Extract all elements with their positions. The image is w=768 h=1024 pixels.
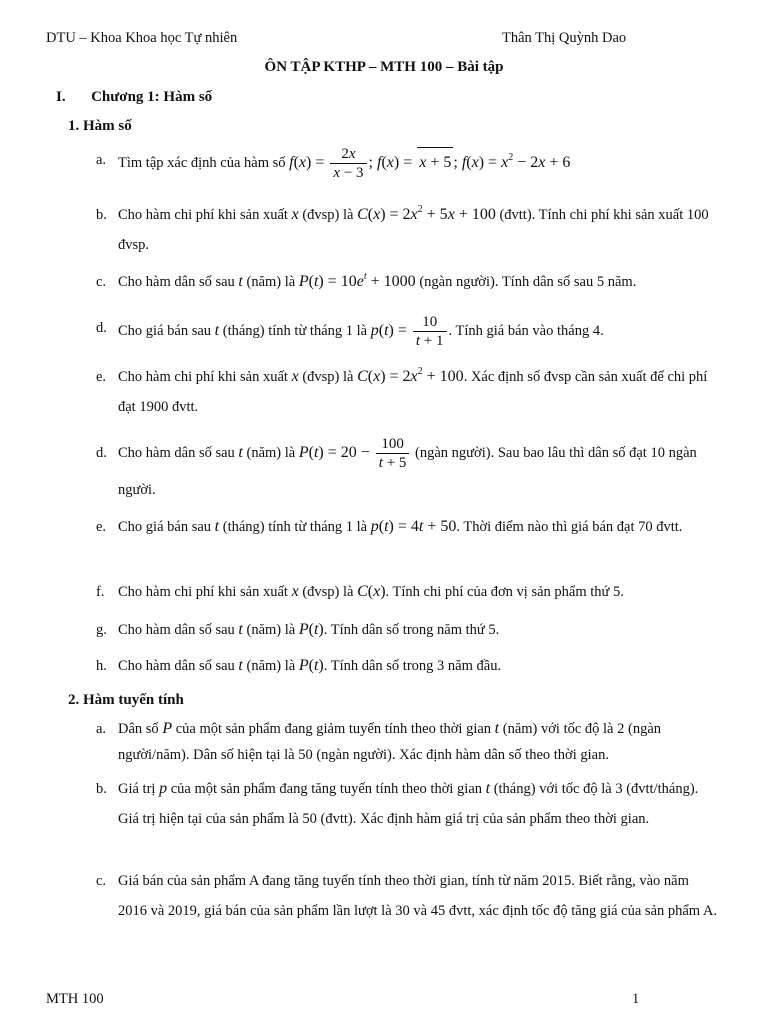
item-text: (đvsp) là — [298, 584, 358, 600]
exercise-1d-2 — [96, 435, 721, 508]
formula: t — [214, 322, 220, 340]
formula: $P(t) = 10e^t + 1000$ — [298, 271, 416, 290]
formula: p(t) = $\frac{10}{t + 1}$ — [371, 322, 449, 339]
item-text: (đvsp) là — [298, 207, 358, 223]
formula: t — [485, 780, 491, 797]
item-text: (năm) là — [242, 622, 299, 638]
item-text: Cho hàm dân số sau — [118, 622, 239, 638]
chapter-label: Chương 1: Hàm số — [91, 89, 213, 105]
item-text: . Xác định số đvsp cần sản xuất để chi phí đạt 1900 đvtt. — [118, 369, 708, 415]
formula: P(t) = 20 − $\frac{100}{t + 5}$ — [299, 444, 412, 461]
item-text: Cho giá bán sau — [118, 323, 215, 340]
item-label: b. — [96, 781, 107, 797]
item-text: Giá trị — [118, 781, 160, 797]
item-label: d. — [96, 445, 107, 461]
formula: t — [214, 518, 220, 535]
formula: x — [291, 368, 299, 385]
formula: x — [291, 206, 299, 223]
footer-left: MTH 100 — [46, 991, 104, 1007]
item-text: (năm) là — [242, 658, 299, 674]
item-text: (tháng) với tốc độ là 3 (đvtt/tháng). Giá trị hiện tại của sản phẩm là 50 (đvtt). Xác định hàm giá trị của sản phẩm theo thời gian. — [118, 781, 699, 827]
item-label: f. — [96, 584, 105, 600]
exercise-1h — [96, 651, 721, 681]
formula: $C(x) = 2x^2 + 5x + 100$ — [357, 204, 496, 223]
item-label: a. — [96, 721, 107, 737]
item-text: . Tính chi phí của đơn vị sản phẩm thứ 5. — [385, 584, 624, 600]
exercise-1g — [96, 615, 721, 645]
item-label: g. — [96, 622, 107, 638]
item-label: b. — [96, 207, 107, 223]
item-label: e. — [96, 369, 107, 385]
formula: t — [494, 720, 500, 737]
section-2-heading — [68, 692, 184, 709]
item-text: . Tính dân số trong năm thứ 5. — [323, 622, 500, 638]
item-text: Cho hàm chi phí khi sản xuất — [118, 207, 292, 223]
item-text: (đvtt). Tính chi phí khi sản xuất 100 đvsp. — [118, 207, 709, 253]
formula: f(x) = $\frac{2x}{x - 3}$ ; f(x) = x + 5 ; $f(x) = x^2 - 2x + 6$ — [289, 146, 571, 181]
item-text: (năm) là — [242, 445, 299, 462]
item-text: Cho hàm dân số sau — [118, 274, 239, 290]
formula: t — [238, 273, 243, 290]
item-label: e. — [96, 519, 107, 535]
formula: P(t) — [298, 657, 324, 674]
item-label: a. — [96, 152, 107, 168]
item-text: (năm) là — [242, 274, 299, 290]
item-text: . Thời điểm nào thì giá bán đạt 70 đvtt. — [456, 519, 683, 535]
header-right: Thân Thị Quỳnh Dao — [502, 30, 627, 46]
section-label: Hàm số — [83, 118, 132, 134]
exercise-1e-2 — [96, 512, 721, 542]
chapter-number: I. — [56, 89, 66, 105]
item-label: c. — [96, 873, 107, 889]
section-number: 2. — [68, 692, 80, 708]
chapter-heading — [56, 89, 212, 106]
page-number: 1 — [632, 991, 640, 1007]
item-text: . Tính giá bán vào tháng 4. — [448, 323, 604, 340]
item-text: (tháng) tính từ tháng 1 là — [219, 519, 371, 535]
item-text: của một sản phẩm đang tăng tuyến tính theo thời gian — [167, 781, 486, 797]
formula: p(t) = 4t + 50 — [370, 518, 457, 535]
item-text: (đvsp) là — [298, 369, 358, 385]
item-text: (tháng) tính từ tháng 1 là — [219, 323, 371, 340]
item-text: (ngàn người). Sau bao lâu thì dân số đạt 10 ngàn người. — [118, 445, 697, 498]
item-text: (năm) với tốc độ là 2 (ngàn người/năm). Dân số hiện tại là 50 (ngàn người). Xác định hàm dân số theo thời gian. — [118, 721, 662, 763]
formula: $C(x) = 2x^2 + 100$ — [357, 366, 464, 385]
header-left: DTU – Khoa Khoa học Tự nhiên — [46, 30, 238, 46]
item-label: c. — [96, 274, 107, 290]
item-label: h. — [96, 658, 107, 674]
item-text: . Tính dân số trong 3 năm đầu. — [323, 658, 502, 674]
item-text: Cho hàm dân số sau — [118, 658, 239, 674]
formula: P — [162, 720, 173, 737]
exercise-1d — [96, 313, 721, 350]
formula: P(t) — [298, 621, 324, 638]
item-text: Cho hàm dân số sau — [118, 445, 239, 462]
exercise-1b — [96, 200, 721, 260]
item-text: (ngàn người). Tính dân số sau 5 năm. — [415, 274, 637, 290]
item-text: Cho giá bán sau — [118, 519, 215, 535]
exercise-1a — [96, 145, 721, 182]
exercise-1e — [96, 362, 721, 422]
page-title: ÔN TẬP KTHP – MTH 100 – Bài tập — [264, 59, 504, 75]
exercise-1c — [96, 267, 721, 297]
section-number: 1. — [68, 118, 80, 134]
item-text: của một sản phẩm đang giảm tuyến tính theo thời gian — [172, 721, 495, 737]
exercise-2b — [96, 774, 721, 834]
item-text: Giá bán của sản phẩm A đang tăng tuyến tính theo thời gian, tính từ năm 2015. Biết rằng, vào năm 2016 và 2019, giá bán của sản phẩm lần lượt là 30 và 45 đvtt, xác định tốc độ tăng giá của sản phẩm A. — [118, 873, 718, 919]
exercise-2a — [96, 716, 721, 768]
section-label: Hàm tuyến tính — [83, 692, 184, 708]
formula: p — [159, 780, 168, 797]
item-text: Tìm tập xác định của hàm số — [118, 155, 290, 172]
exercise-2c — [96, 866, 721, 926]
item-text: Cho hàm chi phí khi sản xuất — [118, 584, 292, 600]
item-label: d. — [96, 320, 107, 336]
formula: t — [238, 657, 243, 674]
formula: t — [238, 621, 243, 638]
formula: x — [291, 583, 299, 600]
item-text: Dân số — [118, 721, 163, 737]
section-1-heading — [68, 118, 132, 135]
formula: t — [238, 444, 243, 462]
item-text: Cho hàm chi phí khi sản xuất — [118, 369, 292, 385]
formula: C(x) — [357, 583, 386, 600]
exercise-1f — [96, 577, 721, 607]
